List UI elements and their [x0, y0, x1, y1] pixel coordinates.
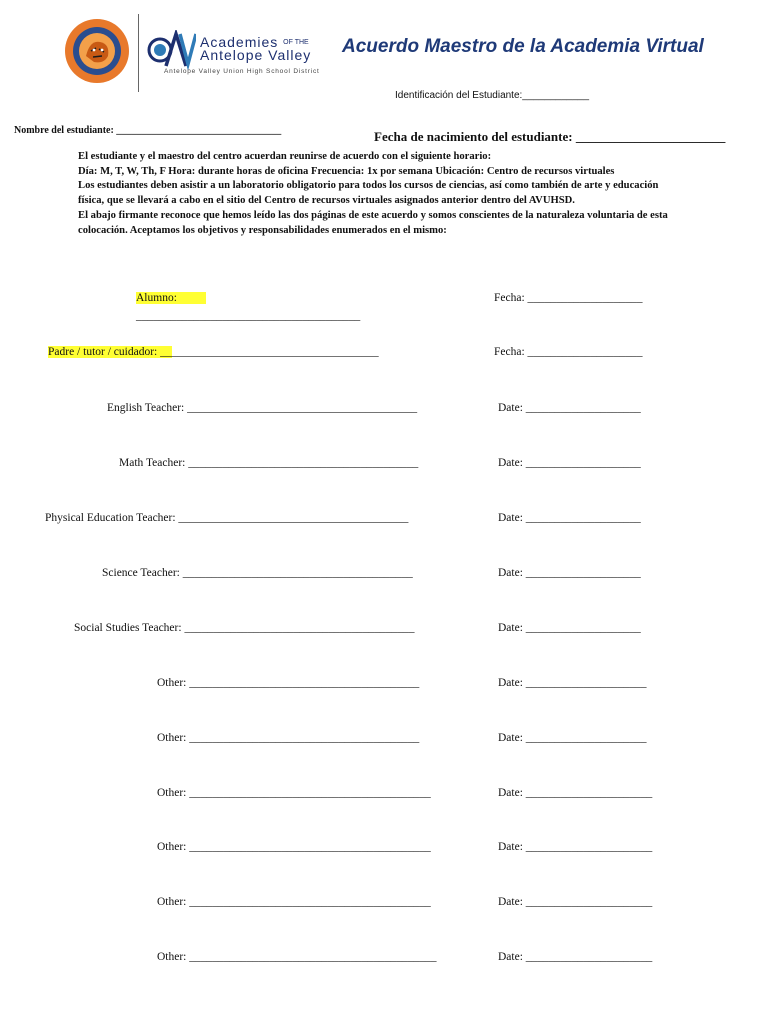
pe-teacher-date-field[interactable]: Date: ____________________ [498, 512, 641, 524]
math-teacher-date-field[interactable]: Date: ____________________ [498, 457, 641, 469]
lab-requirement: Los estudiantes deben asistir a un laboratorio obligatorio para todos los cursos de ciencias, así como también de arte y educación física, que se llevará a cabo en el sitio del Centro de recursos virtuales asignados anterior dentro del AVUHSD. [78, 180, 659, 207]
other-date-field-3[interactable]: Date: ______________________ [498, 787, 653, 799]
document-title: Acuerdo Maestro de la Academia Virtual [342, 36, 704, 57]
other-date-field-4[interactable]: Date: ______________________ [498, 841, 653, 853]
other-signature-field-2[interactable]: Other: ________________________________________ [157, 732, 420, 744]
social-studies-teacher-date-field[interactable]: Date: ____________________ [498, 622, 641, 634]
other-signature-field-3[interactable]: Other: __________________________________________ [157, 787, 431, 799]
schedule-intro: El estudiante y el maestro del centro acuerdan reunirse de acuerdo con el siguiente horario: [78, 151, 492, 162]
student-signature-line[interactable]: _______________________________________ [136, 310, 361, 322]
agreement-text [78, 150, 678, 238]
student-name-field[interactable]: Nombre del estudiante: _________________________________ [14, 125, 282, 136]
other-signature-field-5[interactable]: Other: __________________________________________ [157, 896, 431, 908]
district-name: Antelope Valley Union High School District [164, 68, 320, 75]
header-divider [138, 14, 139, 92]
science-teacher-date-field[interactable]: Date: ____________________ [498, 567, 641, 579]
other-date-field-1[interactable]: Date: _____________________ [498, 677, 647, 689]
academies-wordmark: Academies $^{OF THE}$ Antelope Valley [200, 34, 312, 63]
other-date-field-2[interactable]: Date: _____________________ [498, 732, 647, 744]
english-teacher-date-field[interactable]: Date: ____________________ [498, 402, 641, 414]
student-signature-label: Alumno: [136, 292, 206, 304]
pe-teacher-signature-field[interactable]: Physical Education Teacher: ________________________________________ [45, 512, 409, 524]
parent-date-field[interactable]: Fecha: ____________________ [494, 346, 643, 358]
virtual-academy-seal-icon [64, 18, 130, 84]
other-signature-field-6[interactable]: Other: ___________________________________________ [157, 951, 437, 963]
other-date-field-5[interactable]: Date: ______________________ [498, 896, 653, 908]
birth-date-field[interactable]: Fecha de nacimiento del estudiante: _______________________ [374, 129, 726, 144]
acknowledgement: El abajo firmante reconoce que hemos leído las dos páginas de este acuerdo y somos conscientes de la naturaleza voluntaria de esta colocación. Aceptamos los objetivos y responsabilidades enumerados en el mismo: [78, 209, 668, 236]
parent-signature-field[interactable]: Padre / tutor / cuidador: ______________________________________ [48, 346, 379, 358]
student-date-field[interactable]: Fecha: ____________________ [494, 292, 643, 304]
aav-logo-icon [146, 30, 196, 70]
other-signature-field-1[interactable]: Other: ________________________________________ [157, 677, 420, 689]
english-teacher-signature-field[interactable]: English Teacher: ________________________________________ [107, 402, 418, 414]
math-teacher-signature-field[interactable]: Math Teacher: ________________________________________ [119, 457, 419, 469]
other-date-field-6[interactable]: Date: ______________________ [498, 951, 653, 963]
other-signature-field-4[interactable]: Other: __________________________________________ [157, 841, 431, 853]
science-teacher-signature-field[interactable]: Science Teacher: ________________________________________ [102, 567, 413, 579]
social-studies-teacher-signature-field[interactable]: Social Studies Teacher: ________________________________________ [74, 622, 415, 634]
student-id-field[interactable]: Identificación del Estudiante:____________ [395, 90, 590, 101]
schedule-details: Día: M, T, W, Th, F Hora: durante horas de oficina Frecuencia: 1x por semana Ubicación: Centro de recursos virtuales [78, 165, 615, 177]
